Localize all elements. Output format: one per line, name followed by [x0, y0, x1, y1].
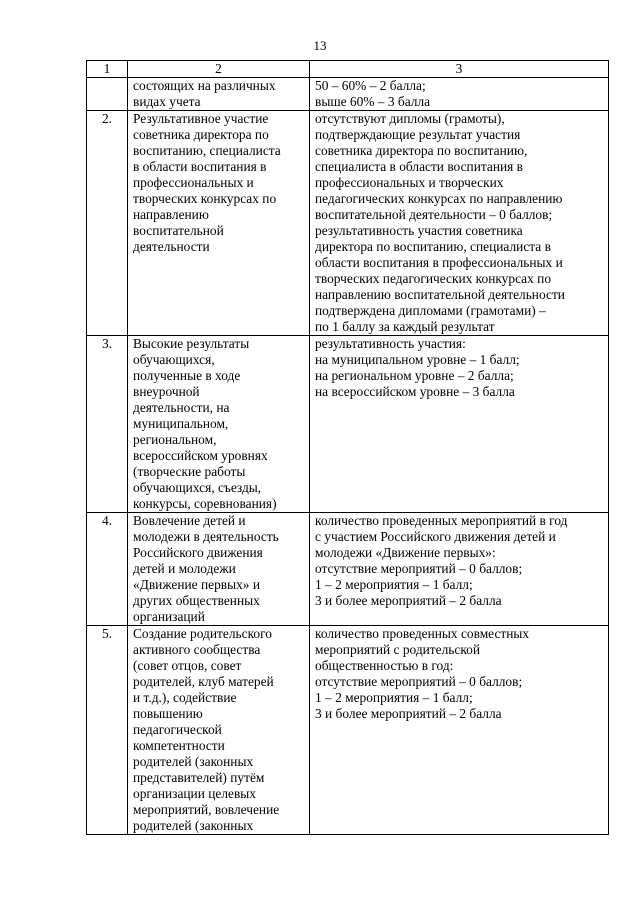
criterion-line: творческих конкурсах по: [133, 191, 277, 206]
score-line: молодежи «Движение первых»:: [315, 545, 496, 560]
score-line: на всероссийском уровне – 3 балла: [315, 384, 515, 399]
score-line: отсутствие мероприятий – 0 баллов;: [315, 561, 523, 576]
score-line: 3 и более мероприятий – 2 балла: [315, 593, 502, 608]
criterion-line: конкурсы, соревнования): [133, 496, 277, 511]
criterion-line: других общественных: [133, 593, 260, 608]
score-line: 1 – 2 мероприятия – 1 балл;: [315, 577, 473, 592]
criterion-line: (совет отцов, совет: [133, 658, 242, 673]
header-cell-3: 3: [310, 61, 609, 78]
criterion-line: видах учета: [133, 94, 201, 109]
header-cell-2: 2: [128, 61, 310, 78]
score-cell: [310, 78, 609, 111]
criterion-line: молодежи в деятельность: [133, 529, 279, 544]
score-line: на региональном уровне – 2 балла;: [315, 368, 514, 383]
criterion-line: советника директора по: [133, 127, 269, 142]
criterion-line: региональном,: [133, 432, 217, 447]
table-row: [87, 336, 609, 513]
criterion-cell: [128, 111, 310, 336]
table-row: [87, 513, 609, 626]
criterion-line: обучающихся, съезды,: [133, 480, 262, 495]
score-line: советника директора по воспитанию,: [315, 143, 528, 158]
score-line: 50 – 60% – 2 балла;: [315, 78, 426, 93]
criterion-line: внеурочной: [133, 384, 200, 399]
row-number: 2.: [87, 111, 128, 336]
criterion-line: активного сообщества: [133, 642, 261, 657]
row-number: 5.: [87, 626, 128, 835]
score-line: подтверждена дипломами (грамотами) –: [315, 303, 546, 318]
criterion-line: воспитанию, специалиста: [133, 143, 281, 158]
criterion-line: родителей (законных: [133, 754, 254, 769]
criterion-line: направлению: [133, 207, 209, 222]
criterion-line: воспитательной: [133, 223, 224, 238]
criterion-line: повышению: [133, 706, 203, 721]
score-line: общественностью в год:: [315, 658, 454, 673]
criterion-line: состоящих на различных: [133, 78, 276, 93]
score-line: результативность участия советника: [315, 223, 523, 238]
score-line: воспитательной деятельности – 0 баллов;: [315, 207, 553, 222]
score-line: отсутствуют дипломы (грамоты),: [315, 111, 505, 126]
score-line: 1 – 2 мероприятия – 1 балл;: [315, 690, 473, 705]
table-row: [87, 111, 609, 336]
score-line: директора по воспитанию, специалиста в: [315, 239, 551, 254]
criterion-line: «Движение первых» и: [133, 577, 260, 592]
criterion-line: педагогической: [133, 722, 222, 737]
score-cell: [310, 111, 609, 336]
score-line: результативность участия:: [315, 336, 466, 351]
criterion-cell: [128, 336, 310, 513]
score-line: профессиональных и творческих: [315, 175, 504, 190]
score-line: направлению воспитательной деятельности: [315, 287, 565, 302]
row-number: 4.: [87, 513, 128, 626]
criterion-line: мероприятий, вовлечение: [133, 802, 280, 817]
criterion-line: деятельности: [133, 239, 210, 254]
criterion-line: обучающихся,: [133, 352, 215, 367]
criterion-line: компетентности: [133, 738, 225, 753]
criterion-line: организации целевых: [133, 786, 256, 801]
criteria-table: [86, 60, 609, 835]
score-line: по 1 баллу за каждый результат: [315, 319, 495, 334]
score-line: отсутствие мероприятий – 0 баллов;: [315, 674, 523, 689]
criterion-line: представителей) путём: [133, 770, 265, 785]
criterion-line: родителей (законных: [133, 818, 254, 833]
header-cell-1: 1: [87, 61, 128, 78]
criterion-line: муниципальном,: [133, 416, 229, 431]
score-line: на муниципальном уровне – 1 балл;: [315, 352, 520, 367]
criterion-line: и т.д.), содействие: [133, 690, 237, 705]
score-line: количество проведенных мероприятий в год: [315, 513, 568, 528]
criterion-line: профессиональных и: [133, 175, 254, 190]
score-cell: [310, 513, 609, 626]
score-line: подтверждающие результат участия: [315, 127, 521, 142]
criterion-line: в области воспитания в: [133, 159, 267, 174]
criterion-line: детей и молодежи: [133, 561, 236, 576]
criterion-line: деятельности, на: [133, 400, 230, 415]
score-line: выше 60% – 3 балла: [315, 94, 431, 109]
table-row: [87, 78, 609, 111]
score-cell: [310, 626, 609, 835]
criterion-cell: [128, 78, 310, 111]
score-line: творческих педагогических конкурсах по: [315, 271, 552, 286]
criterion-line: родителей, клуб матерей: [133, 674, 274, 689]
score-line: области воспитания в профессиональных и: [315, 255, 563, 270]
criterion-cell: [128, 513, 310, 626]
criterion-line: (творческие работы: [133, 464, 246, 479]
criterion-line: Российского движения: [133, 545, 263, 560]
criterion-line: Результативное участие: [133, 111, 269, 126]
criterion-line: всероссийском уровнях: [133, 448, 268, 463]
row-number: [87, 78, 128, 111]
table-header-row: [87, 61, 609, 78]
table-row: [87, 626, 609, 835]
score-line: специалиста в области воспитания в: [315, 159, 523, 174]
criterion-cell: [128, 626, 310, 835]
score-cell: [310, 336, 609, 513]
page-number: 13: [313, 38, 327, 53]
criterion-line: Высокие результаты: [133, 336, 250, 351]
score-line: количество проведенных совместных: [315, 626, 530, 641]
criterion-line: Создание родительского: [133, 626, 272, 641]
criterion-line: организаций: [133, 609, 205, 624]
score-line: мероприятий с родительской: [315, 642, 481, 657]
criterion-line: Вовлечение детей и: [133, 513, 246, 528]
score-line: с участием Российского движения детей и: [315, 529, 556, 544]
criterion-line: полученные в ходе: [133, 368, 241, 383]
score-line: 3 и более мероприятий – 2 балла: [315, 706, 502, 721]
score-line: педагогических конкурсах по направлению: [315, 191, 563, 206]
row-number: 3.: [87, 336, 128, 513]
